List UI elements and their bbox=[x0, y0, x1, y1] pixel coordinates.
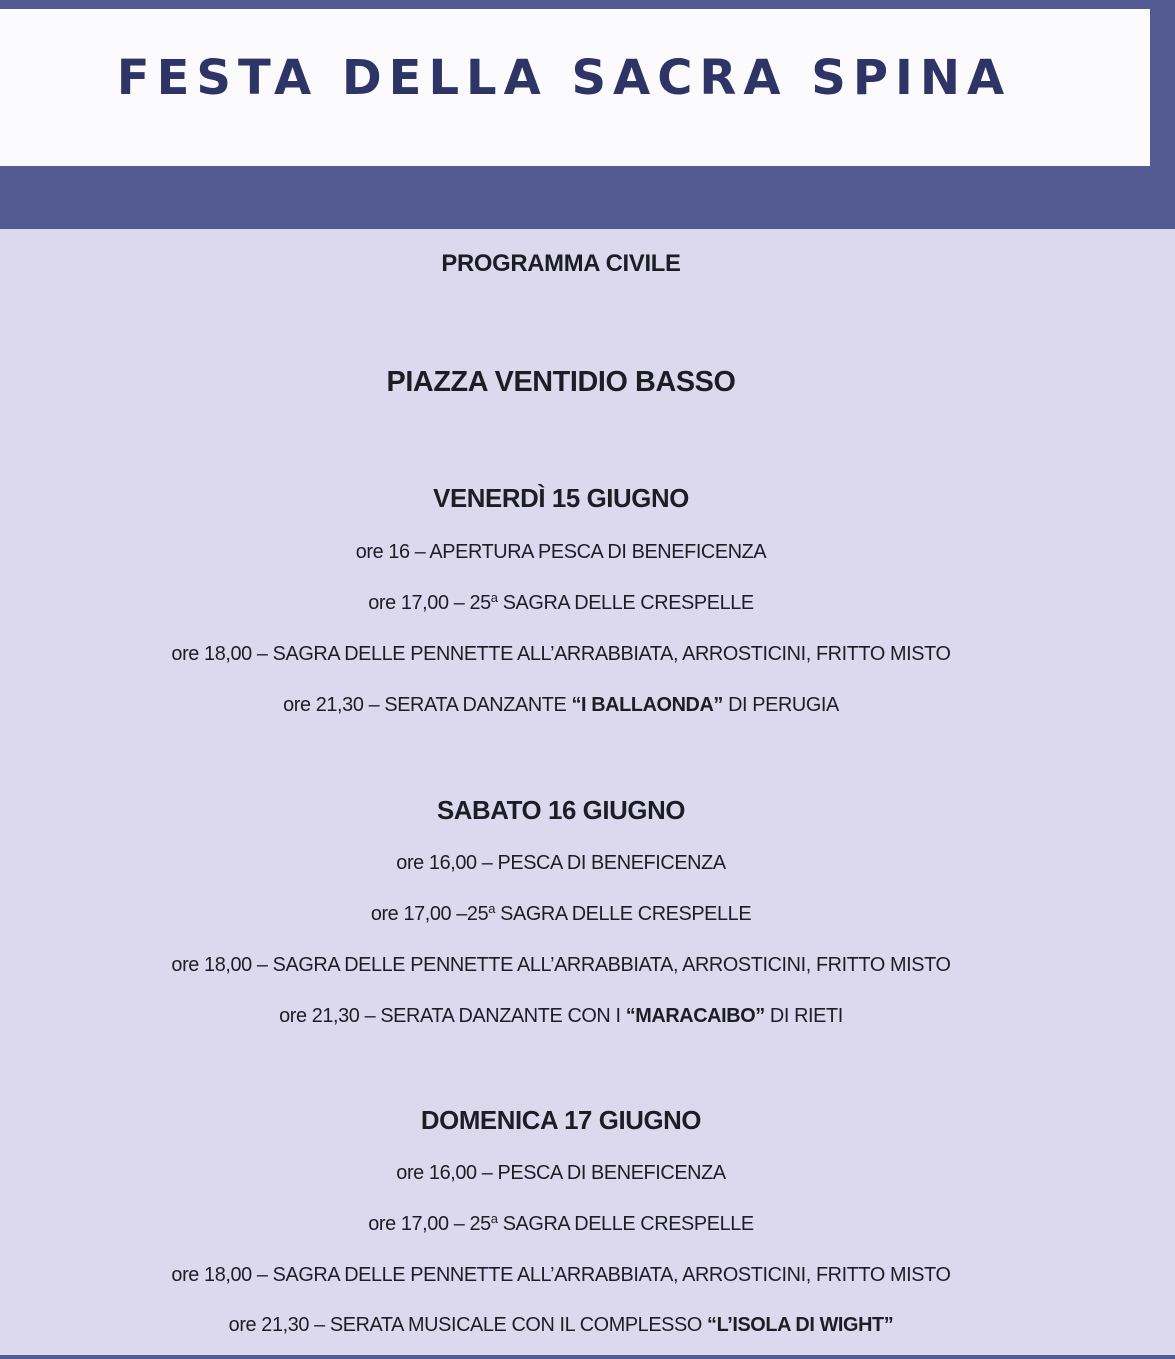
event-line: ore 16,00 – PESCA DI BENEFICENZA bbox=[396, 1162, 726, 1184]
event-line: ore 17,00 –25$^a$ SAGRA DELLE CRESPELLE bbox=[370, 901, 752, 925]
performer-name: “I BALLAONDA” bbox=[571, 694, 723, 716]
performer-name: “L’ISOLA DI WIGHT” bbox=[707, 1314, 894, 1336]
event-line: ore 16,00 – PESCA DI BENEFICENZA bbox=[396, 852, 726, 874]
program-label: PROGRAMMA CIVILE bbox=[441, 250, 681, 277]
event-line: ore 17,00 – 25$^a$ SAGRA DELLE CRESPELLE bbox=[368, 1211, 754, 1235]
event-line: ore 21,30 – SERATA DANZANTE CON I “MARACAIBO” DI RIETI bbox=[279, 1005, 843, 1027]
program-panel bbox=[0, 229, 1175, 1355]
event-line: ore 18,00 – SAGRA DELLE PENNETTE ALL’ARRABBIATA, ARROSTICINI, FRITTO MISTO bbox=[171, 954, 951, 976]
event-line: ore 21,30 – SERATA MUSICALE CON IL COMPLESSO “L’ISOLA DI WIGHT” bbox=[228, 1314, 894, 1336]
event-line: ore 21,30 – SERATA DANZANTE “I BALLAONDA” DI PERUGIA bbox=[283, 694, 839, 716]
program-content bbox=[0, 229, 1122, 1355]
performer-name: “MARACAIBO” bbox=[625, 1005, 765, 1027]
event-line: ore 17,00 – 25$^a$ SAGRA DELLE CRESPELLE bbox=[368, 590, 754, 614]
ordinal-superscript: a bbox=[490, 590, 498, 605]
event-line: ore 16 – APERTURA PESCA DI BENEFICENZA bbox=[355, 541, 767, 563]
page-title: FESTA DELLA SACRA SPINA bbox=[116, 50, 1012, 106]
ordinal-superscript: a bbox=[490, 1211, 498, 1226]
day-heading-saturday: SABATO 16 GIUGNO bbox=[436, 795, 686, 825]
day-heading-sunday: DOMENICA 17 GIUGNO bbox=[420, 1105, 702, 1135]
event-line: ore 18,00 – SAGRA DELLE PENNETTE ALL’ARRABBIATA, ARROSTICINI, FRITTO MISTO bbox=[171, 1264, 951, 1286]
ordinal-superscript: a bbox=[488, 901, 496, 916]
location-heading: PIAZZA VENTIDIO BASSO bbox=[386, 366, 736, 398]
day-heading-friday: VENERDÌ 15 GIUGNO bbox=[433, 483, 689, 513]
event-line: ore 18,00 – SAGRA DELLE PENNETTE ALL’ARRABBIATA, ARROSTICINI, FRITTO MISTO bbox=[171, 643, 951, 665]
